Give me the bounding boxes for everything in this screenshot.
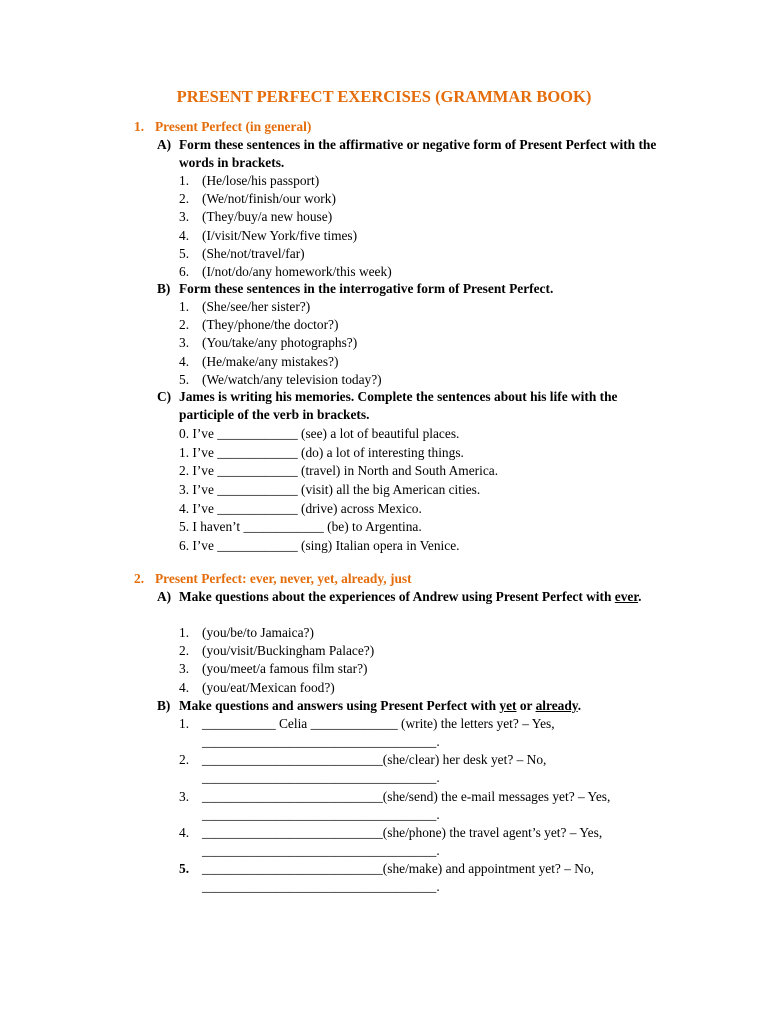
list-item: 5. (We/watch/any television today?) <box>179 371 382 387</box>
list-item: 2. (you/visit/Buckingham Palace?) <box>179 643 375 659</box>
section-1-title: Present Perfect (in general) <box>155 119 312 134</box>
list-item: 1. (She/see/her sister?) <box>179 299 311 314</box>
list-item: 2. I’ve ____________ (travel) in North and South America. <box>179 463 499 479</box>
section-1a-text: Form these sentences in the affirmative or negative form of Present Perfect with the words in brackets. <box>179 137 657 170</box>
section-2a-list <box>179 624 374 697</box>
section-2a-letter: A) <box>157 589 172 604</box>
list-item: 5. I haven’t ____________ (be) to Argentina. <box>179 519 422 535</box>
list-item: 5. (She/not/travel/far) <box>179 245 305 261</box>
section-1a-instruction <box>157 136 657 172</box>
keyword-yet: yet <box>499 698 517 713</box>
keyword-already: already <box>535 698 578 713</box>
list-item: 2. (We/not/finish/our work) <box>179 191 336 207</box>
list-item: 3. (They/buy/a new house) <box>179 209 333 225</box>
section-2b-instruction <box>157 697 657 715</box>
list-item: 1. I’ve ____________ (do) a lot of interesting things. <box>179 444 464 460</box>
section-1b-instruction <box>157 280 657 298</box>
section-1b-text: Form these sentences in the interrogative form of Present Perfect. <box>179 281 554 296</box>
section-2b-letter: B) <box>157 698 171 713</box>
list-item: 3. (You/take/any photographs?) <box>179 335 358 351</box>
list-item: 6. I’ve ____________ (sing) Italian opera in Venice. <box>179 538 460 554</box>
list-item: 3. I’ve ____________ (visit) all the big American cities. <box>179 482 481 498</box>
list-item: 4. I’ve ____________ (drive) across Mexico. <box>179 500 422 516</box>
section-1c-instruction <box>157 388 657 424</box>
list-item: 2. (They/phone/the doctor?) <box>179 317 339 333</box>
list-item: 4. (I/visit/New York/five times) <box>179 227 358 243</box>
list-item: 1. (He/lose/his passport) <box>179 173 320 188</box>
section-2a-text: Make questions about the experiences of Andrew using Present Perfect with ever. <box>179 589 642 604</box>
section-2-number: 2. <box>134 571 145 586</box>
keyword-ever: ever <box>614 589 639 604</box>
section-2b-text: Make questions and answers using Present Perfect with yet or already. <box>179 698 582 713</box>
list-item: 6. (I/not/do/any homework/this week) <box>179 263 392 279</box>
list-item: 4. (you/eat/Mexican food?) <box>179 679 335 695</box>
page-title: PRESENT PERFECT EXERCISES (GRAMMAR BOOK) <box>176 87 592 106</box>
section-1b-list <box>179 298 382 389</box>
section-1-heading <box>134 118 311 136</box>
section-1a-letter: A) <box>157 137 172 152</box>
list-item: 1. (you/be/to Jamaica?) <box>179 625 314 640</box>
list-item: 3. (you/meet/a famous film star?) <box>179 661 368 677</box>
list-item: 4. (He/make/any mistakes?) <box>179 353 339 369</box>
section-2a-instruction <box>157 588 657 606</box>
section-1b-letter: B) <box>157 281 171 296</box>
section-1c-list <box>179 425 498 556</box>
list-item: 0. I’ve ____________ (see) a lot of beautiful places. <box>179 426 460 441</box>
section-2-heading <box>134 570 412 588</box>
section-2-title: Present Perfect: ever, never, yet, already, just <box>155 571 412 586</box>
section-1a-list <box>179 172 392 281</box>
section-1c-letter: C) <box>157 389 172 404</box>
section-1c-text: James is writing his memories. Complete the sentences about his life with the participle of the verb in brackets. <box>179 389 618 422</box>
section-1-number: 1. <box>134 119 145 134</box>
